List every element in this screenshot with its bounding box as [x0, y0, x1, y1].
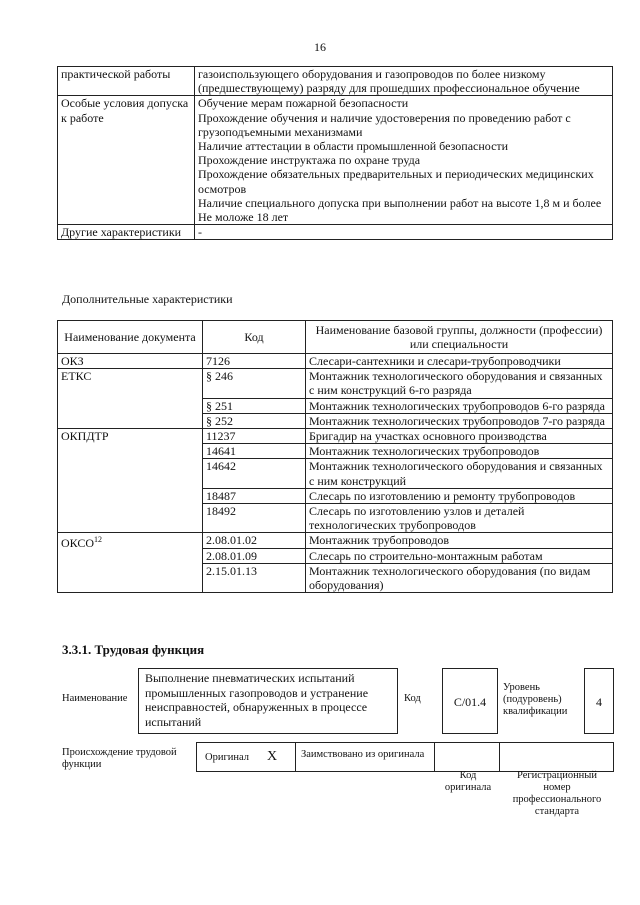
original-mark: X [267, 749, 278, 764]
occupation-cell: Монтажник технологического оборудования (по видам оборудования) [306, 563, 613, 592]
code-original-label: Код оригинала [444, 770, 492, 793]
header-code: Код [203, 321, 306, 354]
code-cell: 18487 [203, 488, 306, 503]
row-label: практической работы [58, 67, 195, 96]
occupation-cell: Монтажник технологического оборудования и связанных с ним конструкций [306, 459, 613, 488]
row-value: газоиспользующего оборудования и газопроводов по более низкому (предшествующему) разряду для прошедших профессиональное обучение [195, 67, 613, 96]
occupation-cell: Слесарь по изготовлению и ремонту трубопроводов [306, 488, 613, 503]
doc-cell [58, 429, 203, 533]
condition-line: Прохождение инструктажа по охране труда [198, 153, 421, 168]
code-value: C/01.4 [442, 668, 498, 734]
header-row [58, 321, 613, 354]
occupation-cell: Слесари-сантехники и слесари-трубопроводчики [306, 354, 613, 369]
condition-line: Наличие специального допуска при выполнении работ на высоте 1,8 м и более [198, 195, 602, 210]
occupation-cell: Монтажник технологического оборудования и связанных с ним конструкций 6-го разряда [306, 369, 613, 398]
reg-number-cell [499, 742, 614, 772]
occupation-cell: Бригадир на участках основного производства [306, 429, 613, 444]
condition-line: Обучение мерам пожарной безопасности [198, 96, 409, 111]
level-label: Уровень (подуровень) квалификации [503, 682, 568, 717]
original-cell [196, 742, 296, 772]
code-cell: 2.15.01.13 [203, 563, 306, 592]
doc-cell [58, 369, 203, 429]
code-label: Код [404, 693, 421, 704]
table-row [58, 225, 613, 240]
table-row [58, 533, 613, 548]
code-cell: 14641 [203, 444, 306, 459]
doc-name: ОКПДТР [61, 429, 109, 444]
code-cell: § 251 [203, 398, 306, 413]
occupation-cell: Монтажник технологических трубопроводов [306, 444, 613, 459]
footnote-ref: 12 [94, 535, 103, 545]
code-cell: § 246 [203, 369, 306, 398]
doc-name: ОКЗ [61, 354, 84, 368]
condition-line: Не моложе 18 лет [198, 210, 289, 225]
origin-label: Происхождение трудовой функции [62, 747, 177, 770]
row-label: Особые условия допуска к работе [58, 96, 195, 225]
conditions-table [57, 66, 613, 240]
name-label: Наименование [62, 693, 128, 704]
header-doc: Наименование документа [58, 321, 203, 354]
borrowed-cell [295, 742, 435, 772]
borrowed-label: Заимствовано из оригинала [301, 749, 425, 760]
occupation-cell: Монтажник технологических трубопроводов 7-го разряда [306, 413, 613, 428]
level-value: 4 [584, 668, 614, 734]
additional-table [57, 320, 613, 593]
occupation-cell: Слесарь по строительно-монтажным работам [306, 548, 613, 563]
condition-line: Прохождение обучения и наличие удостоверения по проведению работ с грузоподъемными механизмами [198, 110, 571, 139]
doc-name: ОКСО [61, 536, 95, 551]
table-row [58, 67, 613, 96]
code-cell: 18492 [203, 504, 306, 533]
code-cell: 14642 [203, 459, 306, 488]
function-name: Выполнение пневматических испытаний промышленных газопроводов и устранение неисправностей, обнаруженных в процессе испытаний [138, 668, 398, 734]
reg-number-label: Регистрационный номер профессионального стандарта [512, 770, 602, 817]
doc-cell [58, 354, 203, 369]
code-cell: 7126 [203, 354, 306, 369]
section-title: 3.3.1. Трудовая функция [62, 642, 205, 657]
occupation-cell: Слесарь по изготовлению узлов и деталей технологических трубопроводов [306, 504, 613, 533]
row-value: - [195, 225, 613, 240]
row-value [195, 96, 613, 225]
code-cell: 2.08.01.02 [203, 533, 306, 548]
additional-title: Дополнительные характеристики [62, 292, 233, 306]
doc-cell [58, 533, 203, 593]
code-cell: § 252 [203, 413, 306, 428]
condition-line: Прохождение обязательных предварительных и периодических медицинских осмотров [198, 167, 594, 196]
table-row [58, 354, 613, 369]
code-original-cell [434, 742, 500, 772]
doc-name: ЕТКС [61, 369, 92, 384]
table-row [58, 369, 613, 398]
code-cell: 2.08.01.09 [203, 548, 306, 563]
header-name: Наименование базовой группы, должности (профессии) или специальности [306, 321, 613, 354]
table-row [58, 429, 613, 444]
occupation-cell: Монтажник технологических трубопроводов 6-го разряда [306, 398, 613, 413]
code-cell: 11237 [203, 429, 306, 444]
condition-line: Наличие аттестации в области промышленной безопасности [198, 139, 509, 154]
page-number: 16 [314, 40, 326, 54]
table-row [58, 96, 613, 225]
row-label: Другие характеристики [58, 225, 195, 240]
original-label: Оригинал [205, 752, 249, 763]
occupation-cell: Монтажник трубопроводов [306, 533, 613, 548]
